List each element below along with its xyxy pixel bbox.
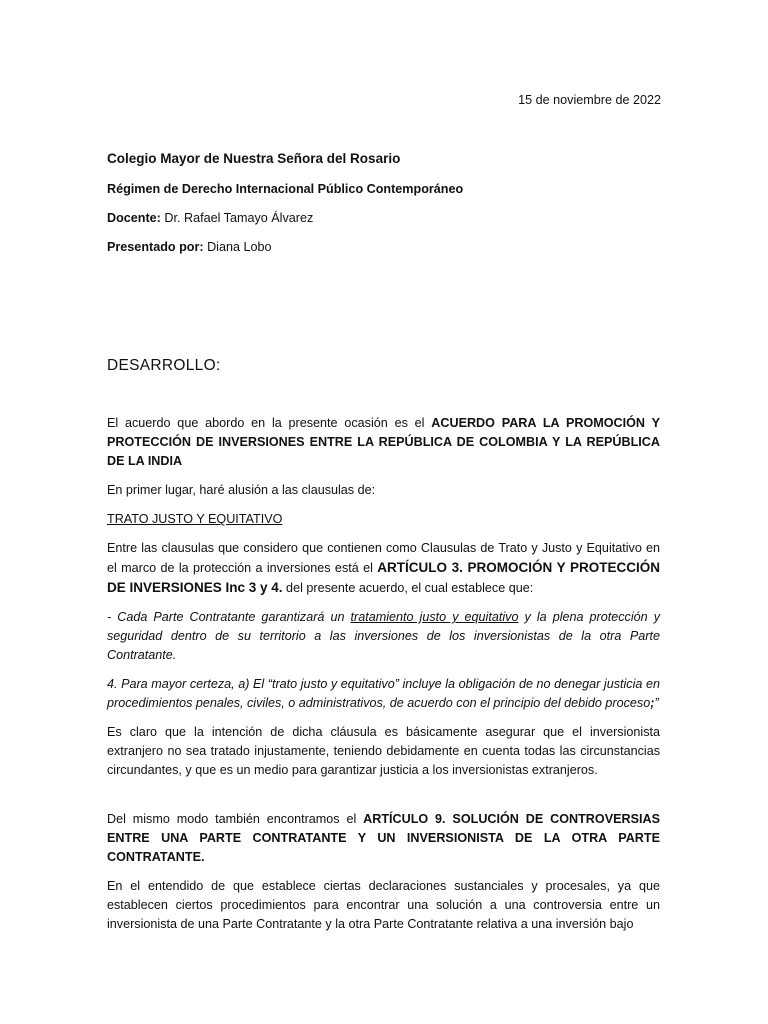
presenter-value: Diana Lobo — [207, 240, 272, 254]
paragraph-article-3-text-c: del presente acuerdo, el cual establece que: — [282, 581, 534, 595]
article-9-title: ARTÍCULO 9. SOLUCIÓN DE CONTROVERSIAS ENTRE UNA PARTE CONTRATANTE Y UN INVERSIONISTA DE LA OTRA PARTE CONTRATANTE. — [107, 812, 660, 864]
presenter-line — [107, 240, 660, 254]
subheading-trato-justo — [107, 510, 660, 529]
paragraph-article-9 — [107, 810, 660, 867]
paragraph-article-9-text-a: Del mismo modo también encontramos el — [107, 812, 364, 826]
teacher-label: Docente: — [107, 211, 161, 225]
spacer — [107, 790, 660, 810]
institution-name: Colegio Mayor de Nuestra Señora del Rosario — [107, 151, 401, 166]
paragraph-agreement — [107, 414, 660, 471]
paragraph-procedures: En el entendido de que establece ciertas declaraciones sustanciales y procesales, ya que establecen ciertos procedimientos para encontrar una solución a una controversia entre un inversionista de una Parte Contratante y la otra Parte Contratante relativa a una inversión bajo — [107, 879, 660, 931]
quote-clause-1 — [107, 608, 660, 665]
quote-clause-4 — [107, 675, 660, 713]
agreement-title: ACUERDO PARA LA PROMOCIÓN Y PROTECCIÓN DE INVERSIONES ENTRE LA REPÚBLICA DE COLOMBIA Y LA REPÚBLICA DE LA INDIA — [107, 416, 660, 468]
teacher-value: Dr. Rafael Tamayo Álvarez — [164, 211, 314, 225]
quote-clause-1-text-c: y la plena protección y seguridad dentro de su territorio a las inversiones de los inversionistas de la otra Parte Contratante. — [107, 610, 660, 662]
document-body — [107, 414, 660, 944]
quote-clause-1-text-a: - Cada Parte Contratante garantizará un — [107, 610, 351, 624]
document-date: 15 de noviembre de 2022 — [518, 93, 661, 107]
article-3-title: ARTÍCULO 3. PROMOCIÓN Y PROTECCIÓN DE INVERSIONES Inc 3 y 4. — [107, 560, 660, 595]
presenter-label: Presentado por: — [107, 240, 204, 254]
paragraph-agreement-text: El acuerdo que abordo en la presente ocasión es el — [107, 416, 432, 430]
course-name-text: Régimen de Derecho Internacional Público Contemporáneo — [107, 182, 464, 196]
subheading-trato-justo-text: TRATO JUSTO Y EQUITATIVO — [107, 512, 283, 526]
teacher-line — [107, 211, 660, 225]
quote-clause-1-underlined: tratamiento justo y equitativo — [350, 610, 519, 624]
paragraph-intro: En primer lugar, haré alusión a las clausulas de: — [107, 483, 376, 497]
paragraph-article-3 — [107, 539, 660, 598]
quote-clause-4-semicolon: ; — [650, 696, 655, 710]
quote-clause-4-text-a: 4. Para mayor certeza, a) El “trato justo y equitativo” incluye la obligación de no denegar justicia en procedimientos penales, civiles, o administrativos, de acuerdo con el principio del debido proceso — [107, 677, 660, 710]
paragraph-article-3-text-a: Entre las clausulas que considero que contienen como Clausulas de Trato y Justo y Equitativo en el marco de la protección a inversiones está el — [107, 541, 660, 575]
quote-clause-4-close-quote: ” — [654, 696, 659, 710]
paragraph-analysis: Es claro que la intención de dicha cláusula es básicamente asegurar que el inversionista extranjero no sea tratado injustamente, teniendo debidamente en cuenta todas las circunstancias circundantes, y que es un medio para garantizar justicia a los inversionistas extranjeros. — [107, 725, 660, 777]
course-name — [107, 182, 660, 196]
section-title: DESARROLLO: — [107, 357, 221, 374]
